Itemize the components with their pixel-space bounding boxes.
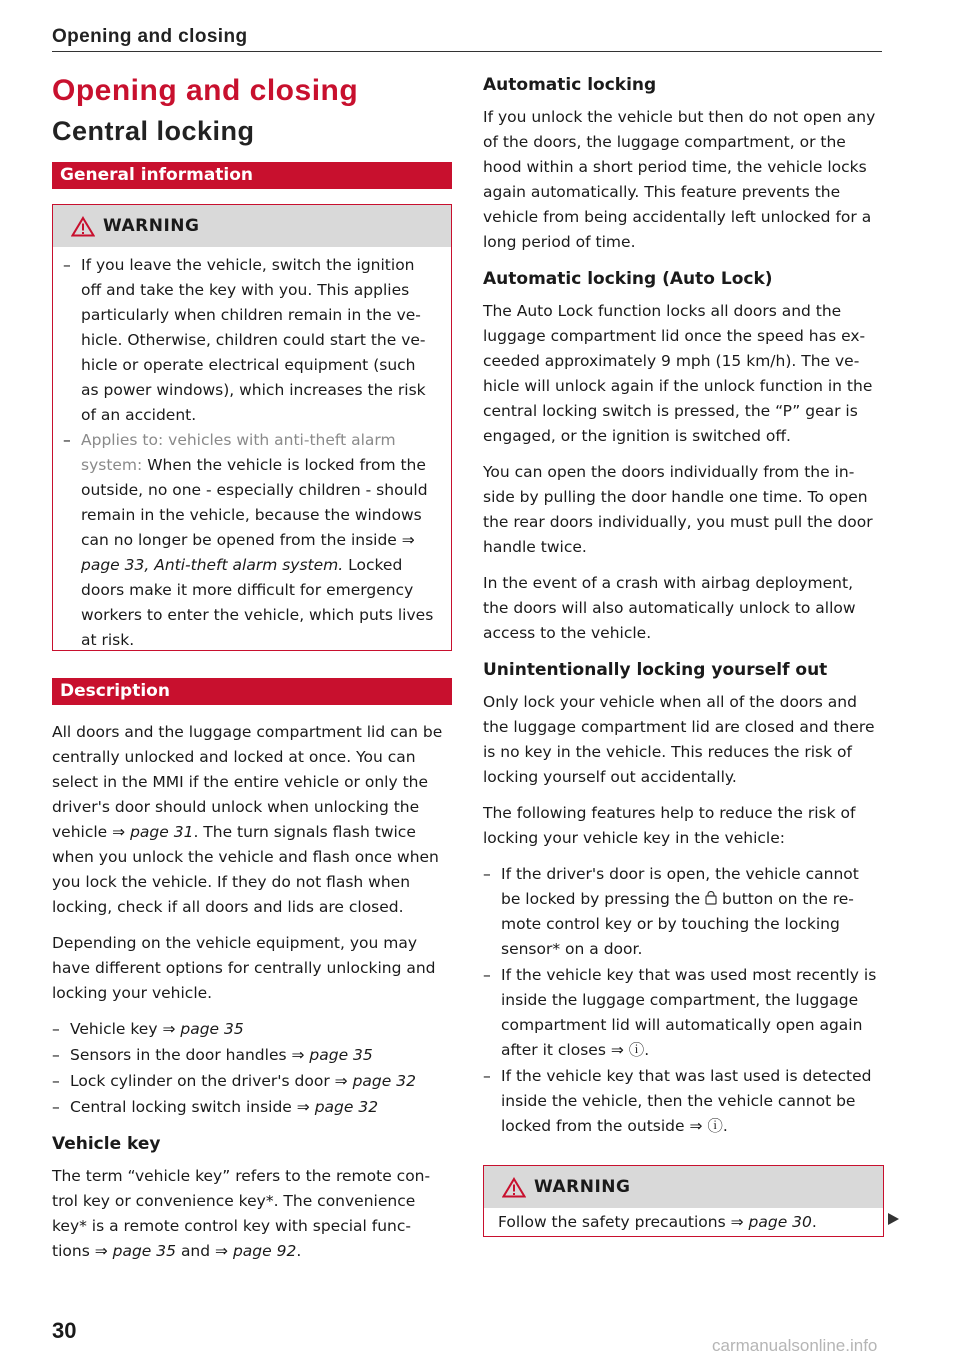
warning-item-text: When the vehicle is locked from the outside, no one - especially children - should remain in the vehicle, because the windows can no longer be opened from the inside — [81, 456, 428, 549]
warning-item-text: Follow the safety precautions — [498, 1213, 726, 1231]
features-list — [483, 862, 883, 1139]
page-reference-link[interactable]: ⇒ page 92 — [215, 1242, 297, 1260]
paragraph: In the event of a crash with airbag deployment, the doors will also automatically unlock to allow access to the vehicle. — [483, 574, 856, 642]
running-header: Opening and closing — [52, 26, 248, 47]
subsection-title: Central locking — [52, 116, 255, 146]
warning-text — [484, 1208, 883, 1235]
list-item — [483, 1064, 883, 1139]
page-reference-link[interactable]: ⇒ page 33, Anti-theft alarm system. — [81, 531, 415, 574]
list-item — [483, 862, 883, 962]
unintentional-lockout-heading: Unintentionally locking yourself out — [483, 660, 828, 680]
paragraph-text: . The turn signals flash twice when you unlock the vehicle and flash once when you lock the vehicle. If they do not flash when locking, check if all doors and lids are closed. — [52, 823, 439, 916]
page-reference-link[interactable]: ⇒ page 30 — [730, 1213, 812, 1231]
warning-triangle-icon — [502, 1177, 526, 1198]
section-title: Opening and closing — [52, 74, 359, 107]
note-reference-link[interactable]: ⇒ ⓘ. — [610, 1041, 650, 1059]
list-item-text: If the driver's door is open, the vehicle cannot be locked by pressing the — [501, 865, 859, 908]
list-item-text: Central locking switch inside — [70, 1098, 292, 1116]
paragraph: Depending on the vehicle equipment, you may have different options for centrally unlocking and locking your vehicle. — [52, 934, 436, 1002]
warning-item-text: . — [811, 1213, 817, 1231]
page-reference-link[interactable]: ⇒ page 35 — [291, 1046, 373, 1064]
lock-icon — [705, 891, 717, 905]
description-body — [52, 720, 452, 1264]
paragraph: The Auto Lock function locks all doors and the luggage compartment lid once the speed has ex- ceeded approximately 9 mph (15 km/h). The ve- hicle will unlock again if the unlock function in the central locking switch is pressed, the “P” gear is engaged, or the ignition is switched off. — [483, 302, 873, 445]
paragraph: Only lock your vehicle when all of the doors and the luggage compartment lid are closed and there is no key in the vehicle. This reduces the risk of locking yourself out accidentally. — [483, 693, 875, 786]
paragraph-text: . — [296, 1242, 302, 1260]
paragraph — [52, 720, 452, 920]
warning-list-1 — [53, 247, 451, 653]
paragraph-text: All doors and the luggage compartment lid can be centrally unlocked and locked at once. You can select in the MMI if the entire vehicle or only the driver's door should unlock when unlocking the vehicle — [52, 723, 443, 841]
warning-header-1 — [53, 205, 451, 247]
page-reference-link[interactable]: ⇒ page 31 — [112, 823, 194, 841]
applies-to-note: Applies to: vehicles with anti-theft alarm system: — [81, 431, 396, 474]
warning-item-text: Locked doors make it more difficult for emergency workers to enter the vehicle, which puts lives at risk. — [81, 556, 434, 649]
warning-box-2 — [483, 1165, 884, 1237]
page-reference-link[interactable]: ⇒ page 35 — [94, 1242, 176, 1260]
paragraph — [52, 1164, 452, 1264]
header-rule — [52, 51, 882, 52]
automatic-locking-heading: Automatic locking — [483, 75, 657, 95]
warning-header-2 — [484, 1166, 883, 1208]
continue-arrow-icon — [888, 1213, 899, 1225]
note-reference-link[interactable]: ⇒ ⓘ. — [689, 1117, 728, 1135]
warning-label-2: WARNING — [534, 1177, 631, 1197]
paragraph: If you unlock the vehicle but then do not open any of the doors, the luggage compartment, or the hood within a short period time, the vehicle locks again automatically. This feature prevents the vehicle from being accidentally left unlocked for a long period of time. — [483, 108, 876, 251]
warning-label-1: WARNING — [103, 216, 200, 236]
warning-triangle-icon — [71, 216, 95, 237]
list-item-text: Vehicle key — [70, 1020, 158, 1038]
page-reference-link[interactable]: ⇒ page 32 — [296, 1098, 379, 1116]
paragraph: You can open the doors individually from the in- side by pulling the door handle one time. To open the rear doors individually, you must pull the door handle twice. — [483, 463, 873, 556]
list-item — [483, 963, 883, 1063]
warning-item — [63, 253, 437, 428]
general-information-heading: General information — [52, 162, 452, 189]
description-heading: Description — [52, 678, 452, 705]
paragraph: The following features help to reduce the risk of locking your vehicle key in the vehicle: — [483, 804, 856, 847]
right-body — [483, 75, 883, 1139]
vehicle-key-heading: Vehicle key — [52, 1134, 161, 1154]
list-item-text: If the vehicle key that was last used is detected inside the vehicle, then the vehicle cannot be locked from the outside — [501, 1067, 872, 1135]
auto-lock-heading: Automatic locking (Auto Lock) — [483, 269, 773, 289]
warning-box-1 — [52, 204, 452, 651]
list-item — [52, 1095, 452, 1120]
warning-item — [63, 428, 437, 653]
list-item — [52, 1017, 452, 1042]
list-item-text: Lock cylinder on the driver's door — [70, 1072, 330, 1090]
list-item-text: Sensors in the door handles — [70, 1046, 287, 1064]
list-item-text: button on the re- mote control key or by touching the locking sensor* on a door. — [501, 890, 854, 958]
page-number: 30 — [52, 1318, 77, 1343]
paragraph-text: The term “vehicle key” refers to the remote con- trol key or convenience key*. The convenience key* is a remote control key with special func- tions — [52, 1167, 431, 1260]
options-list — [52, 1017, 452, 1120]
list-item — [52, 1043, 452, 1068]
watermark: carmanualsonline.info — [712, 1336, 878, 1355]
paragraph-text: and — [180, 1242, 211, 1260]
list-item — [52, 1069, 452, 1094]
page-reference-link[interactable]: ⇒ page 32 — [334, 1072, 416, 1090]
list-item-text: If the vehicle key that was used most recently is inside the luggage compartment, the luggage compartment lid will automatically open again after it closes — [501, 966, 877, 1059]
warning-item-text: If you leave the vehicle, switch the ignition off and take the key with you. This applies particularly when children remain in the ve- hicle. Otherwise, children could start the ve- hicle or operate electrical equipment (such as power windows), which increases the risk of an accident. — [81, 256, 426, 424]
page-reference-link[interactable]: ⇒ page 35 — [162, 1020, 244, 1038]
